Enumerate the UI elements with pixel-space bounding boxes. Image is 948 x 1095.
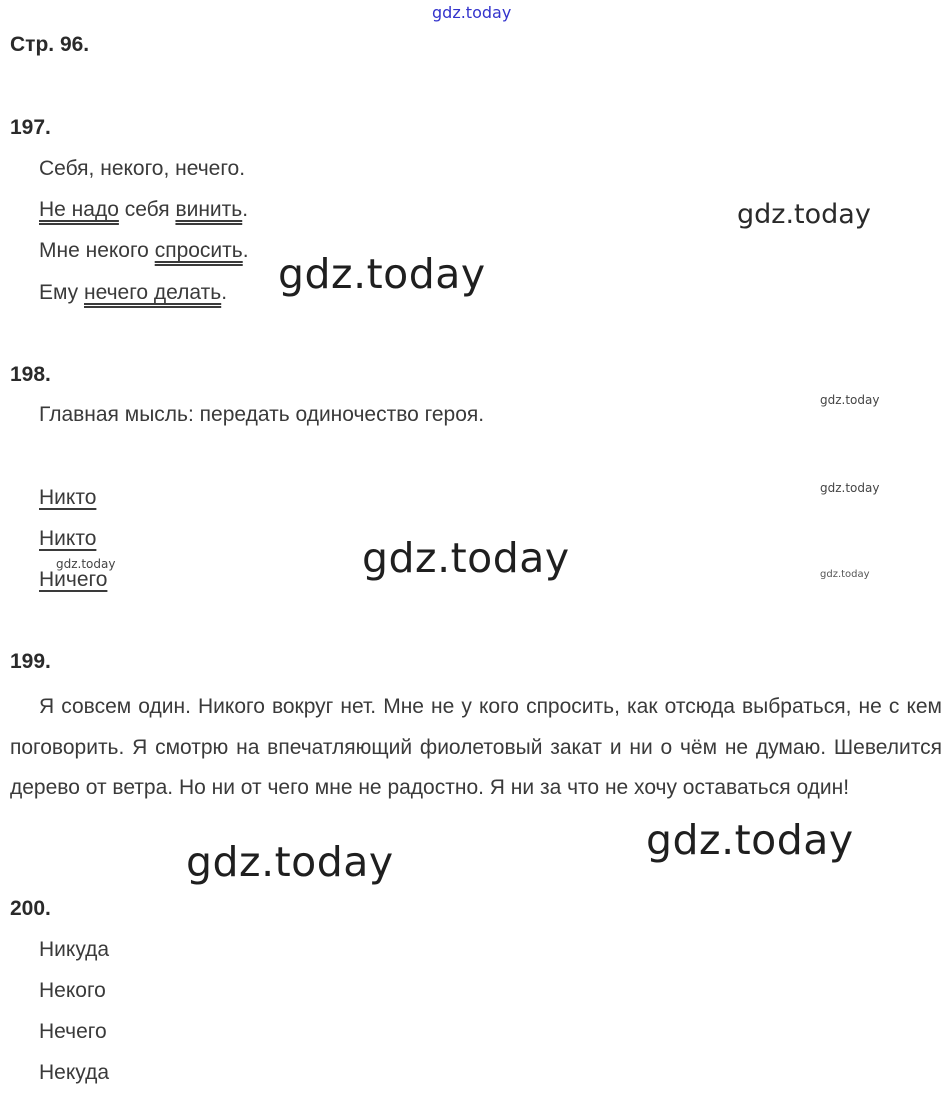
ex200-word-2: Некого xyxy=(39,979,106,1002)
ex199-text: Я совсем один. Никого вокруг нет. Мне не у кого спросить, как отсюда выбраться, не с кем поговорить. Я смотрю на впечатляющий фиолетовый закат и ни о чём не думаю. Шевелится дерево от ветра. Но ни от чего мне не радостно. Я ни за что не хочу оставаться один! xyxy=(10,695,942,799)
ex200-word-3: Нечего xyxy=(39,1020,107,1043)
exercise-number-199: 199. xyxy=(10,650,51,673)
watermark-text: gdz.today xyxy=(737,199,871,230)
ex197-line-4-start: Ему xyxy=(39,281,85,304)
ex197-line-1: Себя, некого, нечего. xyxy=(39,157,246,180)
watermark-text: gdz.today xyxy=(278,250,486,298)
watermark-text: gdz.today xyxy=(820,569,870,580)
exercise-number-198: 198. xyxy=(10,363,51,386)
ex197-line-4-predicate: нечего делать xyxy=(84,281,222,304)
watermark-text: gdz.today xyxy=(362,534,570,582)
ex197-line-3-start: Мне некого xyxy=(39,239,155,262)
ex200-word-1: Никуда xyxy=(39,938,110,961)
ex197-line-4-end: . xyxy=(221,281,228,304)
ex197-line-3 xyxy=(39,239,249,263)
page-label: Стр. 96. xyxy=(10,33,90,56)
ex198-word-2: Никто xyxy=(39,527,97,550)
ex200-word-4: Некуда xyxy=(39,1061,110,1084)
watermark-text: gdz.today xyxy=(56,557,116,571)
ex197-line-4 xyxy=(39,281,227,305)
ex198-word-3: Ничего xyxy=(39,568,108,591)
ex197-line-2-predicate: винить xyxy=(175,198,243,221)
watermark-text: gdz.today xyxy=(646,816,854,864)
watermark-text: gdz.today xyxy=(820,481,880,495)
ex197-line-3-end: . xyxy=(242,239,249,262)
watermark-text: gdz.today xyxy=(432,3,512,22)
ex197-line-2-end: . xyxy=(242,198,249,221)
ex198-main-thought: Главная мысль: передать одиночество героя. xyxy=(39,403,485,426)
ex197-line-3-predicate: спросить xyxy=(154,239,243,262)
watermark-text: gdz.today xyxy=(186,838,394,886)
ex197-line-2 xyxy=(39,198,248,222)
ex198-word-1: Никто xyxy=(39,486,97,509)
exercise-number-197: 197. xyxy=(10,116,51,139)
watermark-text: gdz.today xyxy=(820,393,880,407)
exercise-number-200: 200. xyxy=(10,897,51,920)
ex197-line-2-middle: себя xyxy=(118,198,176,221)
ex197-line-2-subject: Не надо xyxy=(39,198,119,221)
